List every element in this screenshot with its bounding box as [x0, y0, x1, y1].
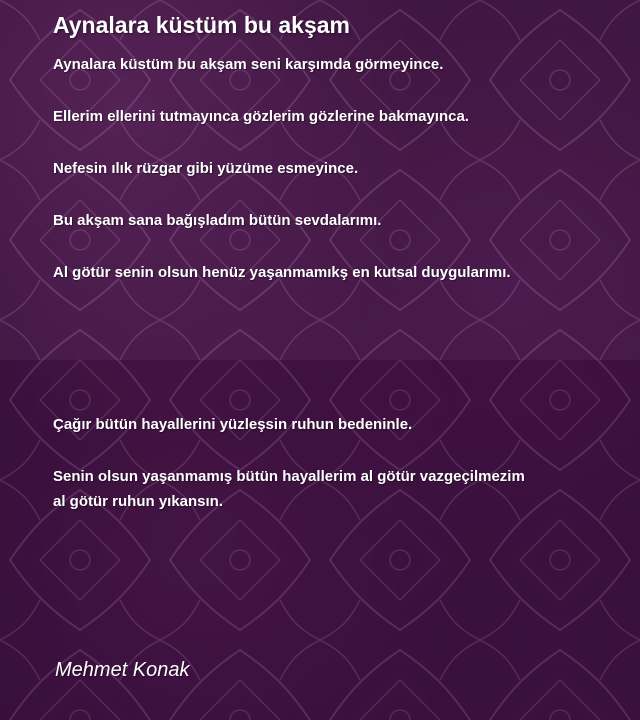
poem-title: Aynalara küstüm bu akşam [53, 12, 350, 38]
poem-line: Bu akşam sana bağışladım bütün sevdalarımı. [53, 212, 382, 229]
poem-line: Ellerim ellerini tutmayınca gözlerim gözlerine bakmayınca. [53, 108, 469, 125]
poem-line: Aynalara küstüm bu akşam seni karşımda görmeyince. [53, 56, 444, 73]
poem-line: Senin olsun yaşanmamış bütün hayallerim al götür vazgeçilmezim [53, 468, 525, 485]
poem-line: Çağır bütün hayallerini yüzleşsin ruhun bedeninle. [53, 416, 413, 433]
poem-line: al götür ruhun yıkansın. [53, 493, 224, 510]
poem-line: Al götür senin olsun henüz yaşanmamıkş en kutsal duygularımı. [53, 264, 511, 281]
poem-author: Mehmet Konak [55, 659, 190, 681]
poem-line: Nefesin ılık rüzgar gibi yüzüme esmeyince. [53, 160, 359, 177]
